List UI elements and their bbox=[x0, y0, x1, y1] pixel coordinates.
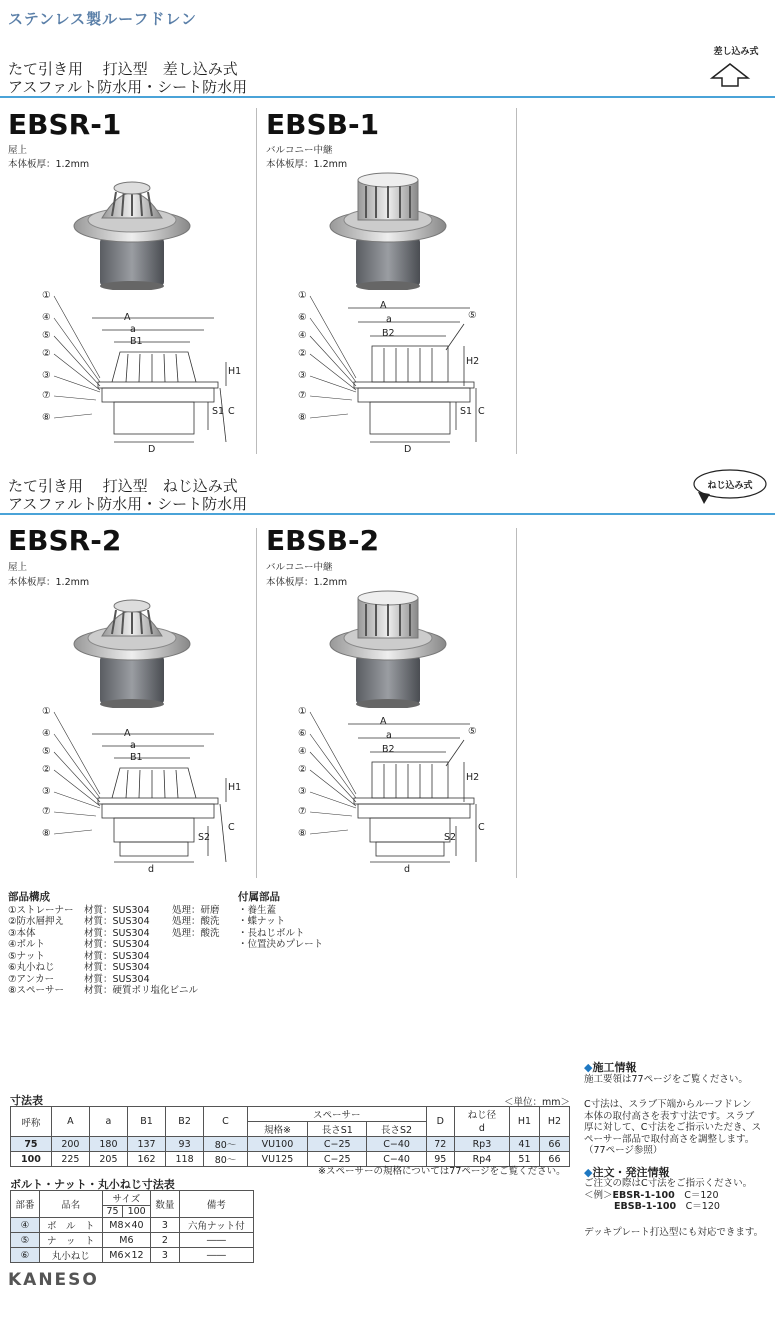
dim-label-h1: H1 bbox=[228, 366, 242, 377]
callout: ⑧ bbox=[298, 412, 307, 423]
dim-label-a-lower: a bbox=[130, 740, 136, 751]
dim-label-h2: H2 bbox=[466, 356, 480, 367]
callout: ③ bbox=[42, 370, 51, 381]
dim-label-s1: S1 bbox=[212, 406, 225, 417]
diagram-ebsr1 bbox=[40, 290, 250, 458]
divider bbox=[516, 528, 517, 878]
c-text: （77ページ参照） bbox=[584, 1145, 663, 1156]
callout: ② bbox=[298, 764, 307, 775]
callout: ⑧ bbox=[298, 828, 307, 839]
parts-list bbox=[8, 892, 234, 997]
diagram-ebsb2 bbox=[296, 706, 506, 876]
dim-label-a-upper: A bbox=[124, 312, 131, 323]
dim-label-c: C bbox=[228, 406, 235, 417]
accessory-item: ・蝶ナット bbox=[238, 916, 286, 927]
part-row: ③本体 材質：SUS304 処理：酸洗 bbox=[8, 927, 220, 939]
diagram-ebsb1 bbox=[296, 290, 506, 458]
callout: ⑤ bbox=[468, 310, 477, 321]
section1-line1: たて引き用 打込型 差し込み式 bbox=[8, 60, 238, 78]
dim-label-a-lower: a bbox=[130, 324, 136, 335]
dim-table-note: ※スペーサーの規格については77ページをご覧ください。 bbox=[318, 1166, 566, 1177]
accessory-item: ・長ねじボルト bbox=[238, 927, 305, 939]
deck-text: デッキプレート打込型にも対応できます。 bbox=[584, 1226, 764, 1238]
table-row: ⑤ ナ ッ ト M6 2 ―― bbox=[11, 1233, 254, 1248]
c-text: ペーサー部品で取付高さを調整します。 bbox=[584, 1133, 755, 1145]
info-panel bbox=[584, 1062, 776, 1238]
section1-line2: アスファルト防水用・シート防水用 bbox=[8, 78, 248, 96]
diamond-icon: ◆ bbox=[584, 1165, 593, 1179]
accessory-item: ・位置決めプレート bbox=[238, 939, 324, 950]
accessories-title: 付属部品 bbox=[238, 891, 280, 903]
callout: ① bbox=[42, 706, 51, 717]
dim-label-c: C bbox=[478, 822, 485, 833]
callout: ② bbox=[298, 348, 307, 359]
divider bbox=[256, 108, 257, 454]
model-name: EBSB-2 bbox=[266, 524, 380, 557]
section2-line1: たて引き用 打込型 ねじ込み式 bbox=[8, 477, 238, 495]
parts-title: 部品構成 bbox=[8, 891, 50, 903]
accessory-item: ・養生蓋 bbox=[238, 904, 277, 916]
model-name: EBSR-2 bbox=[8, 524, 122, 557]
page-title: ステンレス製ルーフドレン bbox=[8, 10, 198, 28]
callout: ② bbox=[42, 348, 51, 359]
model-thickness: 本体板厚：1.2mm bbox=[8, 577, 90, 588]
order-text: ご注文の際はC寸法をご指示ください。 bbox=[584, 1178, 753, 1189]
part-row: ⑧スペーサー 材質：硬質ポリ塩化ビニル bbox=[8, 985, 199, 996]
callout: ① bbox=[42, 290, 51, 301]
part-row: ⑥丸小ねじ 材質：SUS304 bbox=[8, 962, 150, 973]
dim-label-a-upper: A bbox=[124, 728, 131, 739]
order-example-2: EBSB-1-100 C＝120 bbox=[614, 1201, 720, 1212]
section1-rule bbox=[0, 96, 775, 98]
c-text: 本体の取付高さを表す寸法です。スラブ bbox=[584, 1110, 755, 1122]
table-row: ④ ボ ル ト M8×40 3 六角ナット付 bbox=[11, 1218, 254, 1233]
dim-label-d: D bbox=[404, 444, 412, 455]
callout: ① bbox=[298, 290, 307, 301]
callout: ③ bbox=[298, 370, 307, 381]
divider bbox=[256, 528, 257, 878]
callout: ④ bbox=[42, 312, 51, 323]
construction-text: 施工要領は77ページをご覧ください。 bbox=[584, 1073, 748, 1085]
dim-table-title: 寸法表 bbox=[10, 1094, 43, 1107]
dim-label-a-upper: A bbox=[380, 716, 387, 727]
dim-label-s1: S1 bbox=[460, 406, 473, 417]
callout: ⑤ bbox=[468, 726, 477, 737]
callout: ④ bbox=[298, 746, 307, 757]
part-row: ⑦アンカー 材質：SUS304 bbox=[8, 973, 150, 985]
model-name: EBSR-1 bbox=[8, 108, 122, 141]
dim-label-s2: S2 bbox=[198, 832, 211, 843]
model-thickness: 本体板厚：1.2mm bbox=[266, 159, 348, 170]
brand-logo: KANESO bbox=[8, 1270, 99, 1290]
rotate-arrow-icon bbox=[698, 492, 710, 504]
section2-rule bbox=[0, 513, 775, 515]
product-photo-ebsr1 bbox=[70, 170, 194, 290]
accessories-list bbox=[238, 892, 368, 951]
dim-label-b2: B2 bbox=[382, 328, 395, 339]
dim-label-h1: H1 bbox=[228, 782, 242, 793]
dim-label-c: C bbox=[228, 822, 235, 833]
model-name: EBSB-1 bbox=[266, 108, 380, 141]
arrow-up-icon bbox=[708, 62, 752, 88]
part-row: ①ストレーナー 材質：SUS304 処理：研磨 bbox=[8, 904, 220, 916]
order-example-1: ＜例＞EBSR-1-100 C＝120 bbox=[584, 1189, 719, 1201]
model-use: 屋上 bbox=[8, 145, 28, 156]
dim-label-b1: B1 bbox=[130, 336, 143, 347]
diamond-icon: ◆ bbox=[584, 1061, 593, 1074]
callout: ⑧ bbox=[42, 828, 51, 839]
callout: ② bbox=[42, 764, 51, 775]
dim-label-b1: B1 bbox=[130, 752, 143, 763]
callout: ③ bbox=[42, 786, 51, 797]
part-row: ②防水層押え 材質：SUS304 処理：酸洗 bbox=[8, 916, 220, 927]
callout: ⑥ bbox=[298, 312, 307, 323]
dim-label-d: D bbox=[148, 444, 156, 455]
callout: ⑦ bbox=[42, 390, 51, 401]
model-use: 屋上 bbox=[8, 562, 28, 573]
table-row: 100 225 205 162 118 80〜 VU125 C−25 C−40 95 Rp4 51 66 bbox=[11, 1152, 570, 1167]
callout: ⑦ bbox=[298, 806, 307, 817]
dim-table-unit: ＜単位：mm＞ bbox=[504, 1097, 571, 1108]
table-row: 75 200 180 137 93 80〜 VU100 C−25 C−40 72 Rp3 41 66 bbox=[11, 1137, 570, 1152]
order-title: 注文・発注情報 bbox=[592, 1165, 670, 1179]
table-row: ⑥ 丸小ねじ M6×12 3 ―― bbox=[11, 1248, 254, 1263]
diagram-ebsr2 bbox=[40, 706, 250, 876]
callout: ① bbox=[298, 706, 307, 717]
callout: ④ bbox=[42, 728, 51, 739]
dim-label-d-small: d bbox=[148, 864, 155, 875]
bolt-table-title: ボルト・ナット・丸小ねじ寸法表 bbox=[10, 1178, 175, 1191]
insert-type-badge-label: 差し込み式 bbox=[713, 47, 759, 57]
model-use: バルコニー中継 bbox=[266, 145, 333, 156]
dim-label-b2: B2 bbox=[382, 744, 395, 755]
callout: ⑥ bbox=[298, 728, 307, 739]
callout: ④ bbox=[298, 330, 307, 341]
dim-label-s2: S2 bbox=[444, 832, 457, 843]
callout: ⑦ bbox=[298, 390, 307, 401]
divider bbox=[516, 108, 517, 454]
callout: ⑤ bbox=[42, 746, 51, 757]
callout: ⑤ bbox=[42, 330, 51, 341]
section2-line2: アスファルト防水用・シート防水用 bbox=[8, 495, 248, 513]
dim-label-a-lower: a bbox=[386, 730, 392, 741]
dim-label-a-upper: A bbox=[380, 300, 387, 311]
screw-type-badge-label: ねじ込み式 bbox=[707, 481, 753, 491]
callout: ⑧ bbox=[42, 412, 51, 423]
dim-table: 呼称 A a B1 B2 C スペーサー D ねじ径 H1 H2 規格※ 長さS1 長さS2 d 75 200 180 137 93 80〜 VU100 C−25 C−40 72 Rp3 41 66 100 225 205 162 118 80〜 VU125 C−25 C−40 95 Rp4 51 66 bbox=[10, 1106, 570, 1167]
part-row: ④ボルト 材質：SUS304 bbox=[8, 939, 150, 950]
dim-label-a-lower: a bbox=[386, 314, 392, 325]
product-photo-ebsb2 bbox=[326, 588, 450, 708]
c-text: C寸法は、スラブ下端からルーフドレン bbox=[584, 1099, 752, 1110]
part-row: ⑤ナット 材質：SUS304 bbox=[8, 950, 150, 962]
product-photo-ebsr2 bbox=[70, 588, 194, 708]
model-thickness: 本体板厚：1.2mm bbox=[266, 577, 348, 588]
product-photo-ebsb1 bbox=[326, 170, 450, 290]
dim-label-c: C bbox=[478, 406, 485, 417]
model-use: バルコニー中継 bbox=[266, 562, 333, 573]
dim-label-h2: H2 bbox=[466, 772, 480, 783]
callout: ⑦ bbox=[42, 806, 51, 817]
model-thickness: 本体板厚：1.2mm bbox=[8, 159, 90, 170]
bolt-table: 部番 品名 サイズ 数量 備考 75 100 ④ ボ ル ト M8×40 3 六角ナット付 ⑤ ナ ッ ト M6 2 ―― ⑥ 丸小ねじ M6×12 3 ―― bbox=[10, 1190, 254, 1263]
callout: ③ bbox=[298, 786, 307, 797]
dim-label-d-small: d bbox=[404, 864, 411, 875]
construction-title: 施工情報 bbox=[592, 1061, 637, 1074]
c-text: 厚に対して、C寸法をご指示いただき、ス bbox=[584, 1122, 762, 1133]
